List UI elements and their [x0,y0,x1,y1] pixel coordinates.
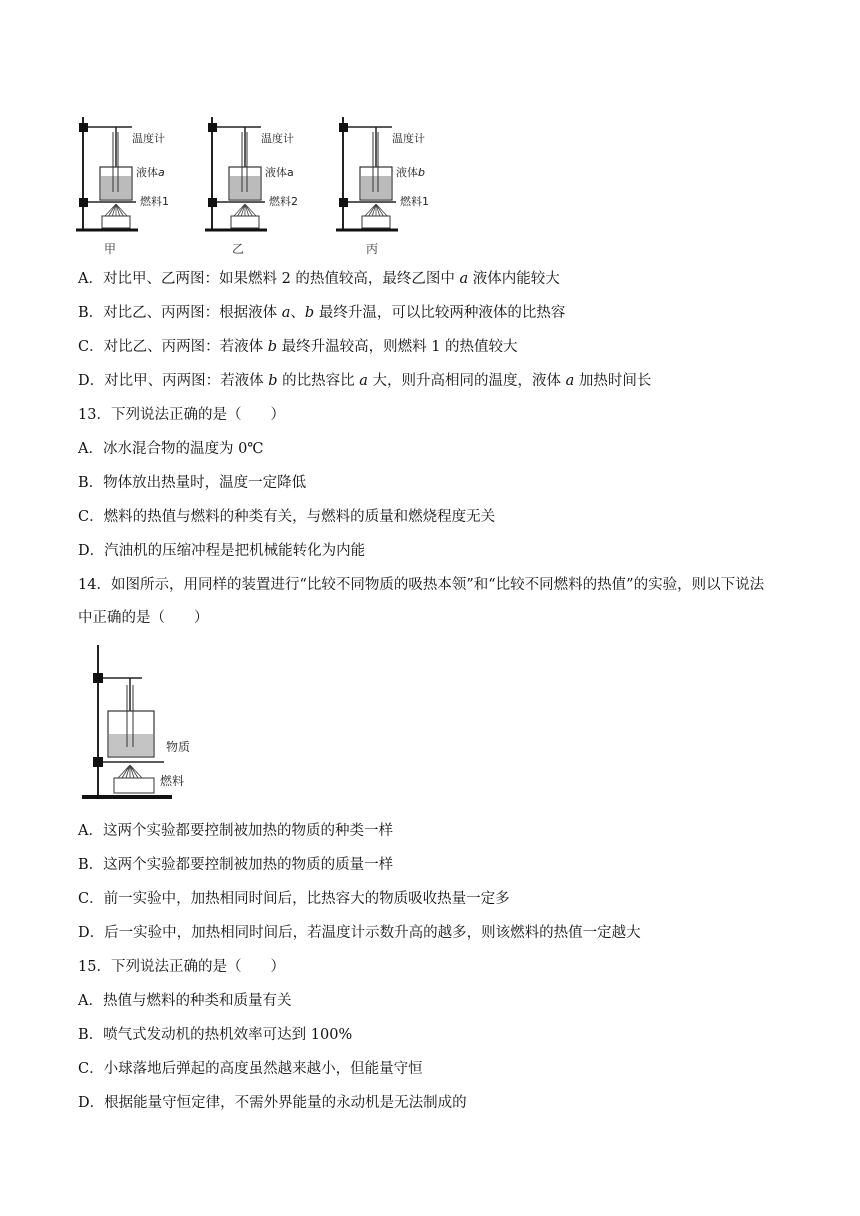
apparatus-yi [205,112,315,237]
apparatus-bing [336,112,446,237]
q12-option-a: A．对比甲、乙两图：如果燃料 2 的热值较高，最终乙图中 a 液体内能较大 [78,271,560,287]
q14-stem-line2: 中正确的是（ ） [78,610,209,626]
label-fuel-jia: 燃料1 [140,195,169,208]
label-substance-q14: 物质 [166,740,191,754]
q14-option-c: C．前一实验中，加热相同时间后，比热容大的物质吸收热量一定多 [78,891,510,907]
label-liquid-bing: 液体b [396,166,425,179]
caption-bing: 丙 [366,242,379,256]
label-thermometer-jia: 温度计 [132,132,165,145]
q14-option-d: D．后一实验中，加热相同时间后，若温度计示数升高的越多，则该燃料的热值一定越大 [78,925,641,941]
q13-option-c: C．燃料的热值与燃料的种类有关，与燃料的质量和燃烧程度无关 [78,509,496,525]
q15-option-a: A．热值与燃料的种类和质量有关 [78,993,292,1009]
q13-option-b: B．物体放出热量时，温度一定降低 [78,475,307,491]
q13-option-d: D．汽油机的压缩冲程是把机械能转化为内能 [78,543,366,559]
q15-option-b: B．喷气式发动机的热机效率可达到 100% [78,1027,353,1043]
q12-option-c: C．对比乙、丙两图：若液体 b 最终升温较高，则燃料 1 的热值较大 [78,339,518,355]
label-liquid-jia: 液体a [136,166,165,179]
q13-option-a: A．冰水混合物的温度为 0℃ [78,441,264,457]
apparatus-jia [76,112,186,237]
q12-option-d: D．对比甲、丙两图：若液体 b 的比热容比 a 大，则升高相同的温度，液体 a 加热时间长 [78,373,652,389]
label-thermometer-yi: 温度计 [261,132,294,145]
label-fuel-yi: 燃料2 [269,195,298,208]
q13-stem: 13．下列说法正确的是（ ） [78,407,285,423]
q14-option-b: B．这两个实验都要控制被加热的物质的质量一样 [78,857,394,873]
label-thermometer-bing: 温度计 [392,132,425,145]
caption-yi: 乙 [232,242,245,256]
q15-option-d: D．根据能量守恒定律，不需外界能量的永动机是无法制成的 [78,1095,467,1111]
q14-option-a: A．这两个实验都要控制被加热的物质的种类一样 [78,823,393,839]
label-fuel-q14: 燃料 [160,774,185,788]
q14-stem-line1: 14．如图所示，用同样的装置进行“比较不同物质的吸热本领”和“比较不同燃料的热值”的实验，则以下说法 [78,577,765,593]
q15-option-c: C．小球落地后弹起的高度虽然越来越小，但能量守恒 [78,1061,423,1077]
q15-stem: 15．下列说法正确的是（ ） [78,959,285,975]
label-fuel-bing: 燃料1 [400,195,429,208]
q12-option-b: B．对比乙、丙两图：根据液体 a、b 最终升温，可以比较两种液体的比热容 [78,305,566,321]
caption-jia: 甲 [104,242,117,256]
label-liquid-yi: 液体a [265,166,294,179]
